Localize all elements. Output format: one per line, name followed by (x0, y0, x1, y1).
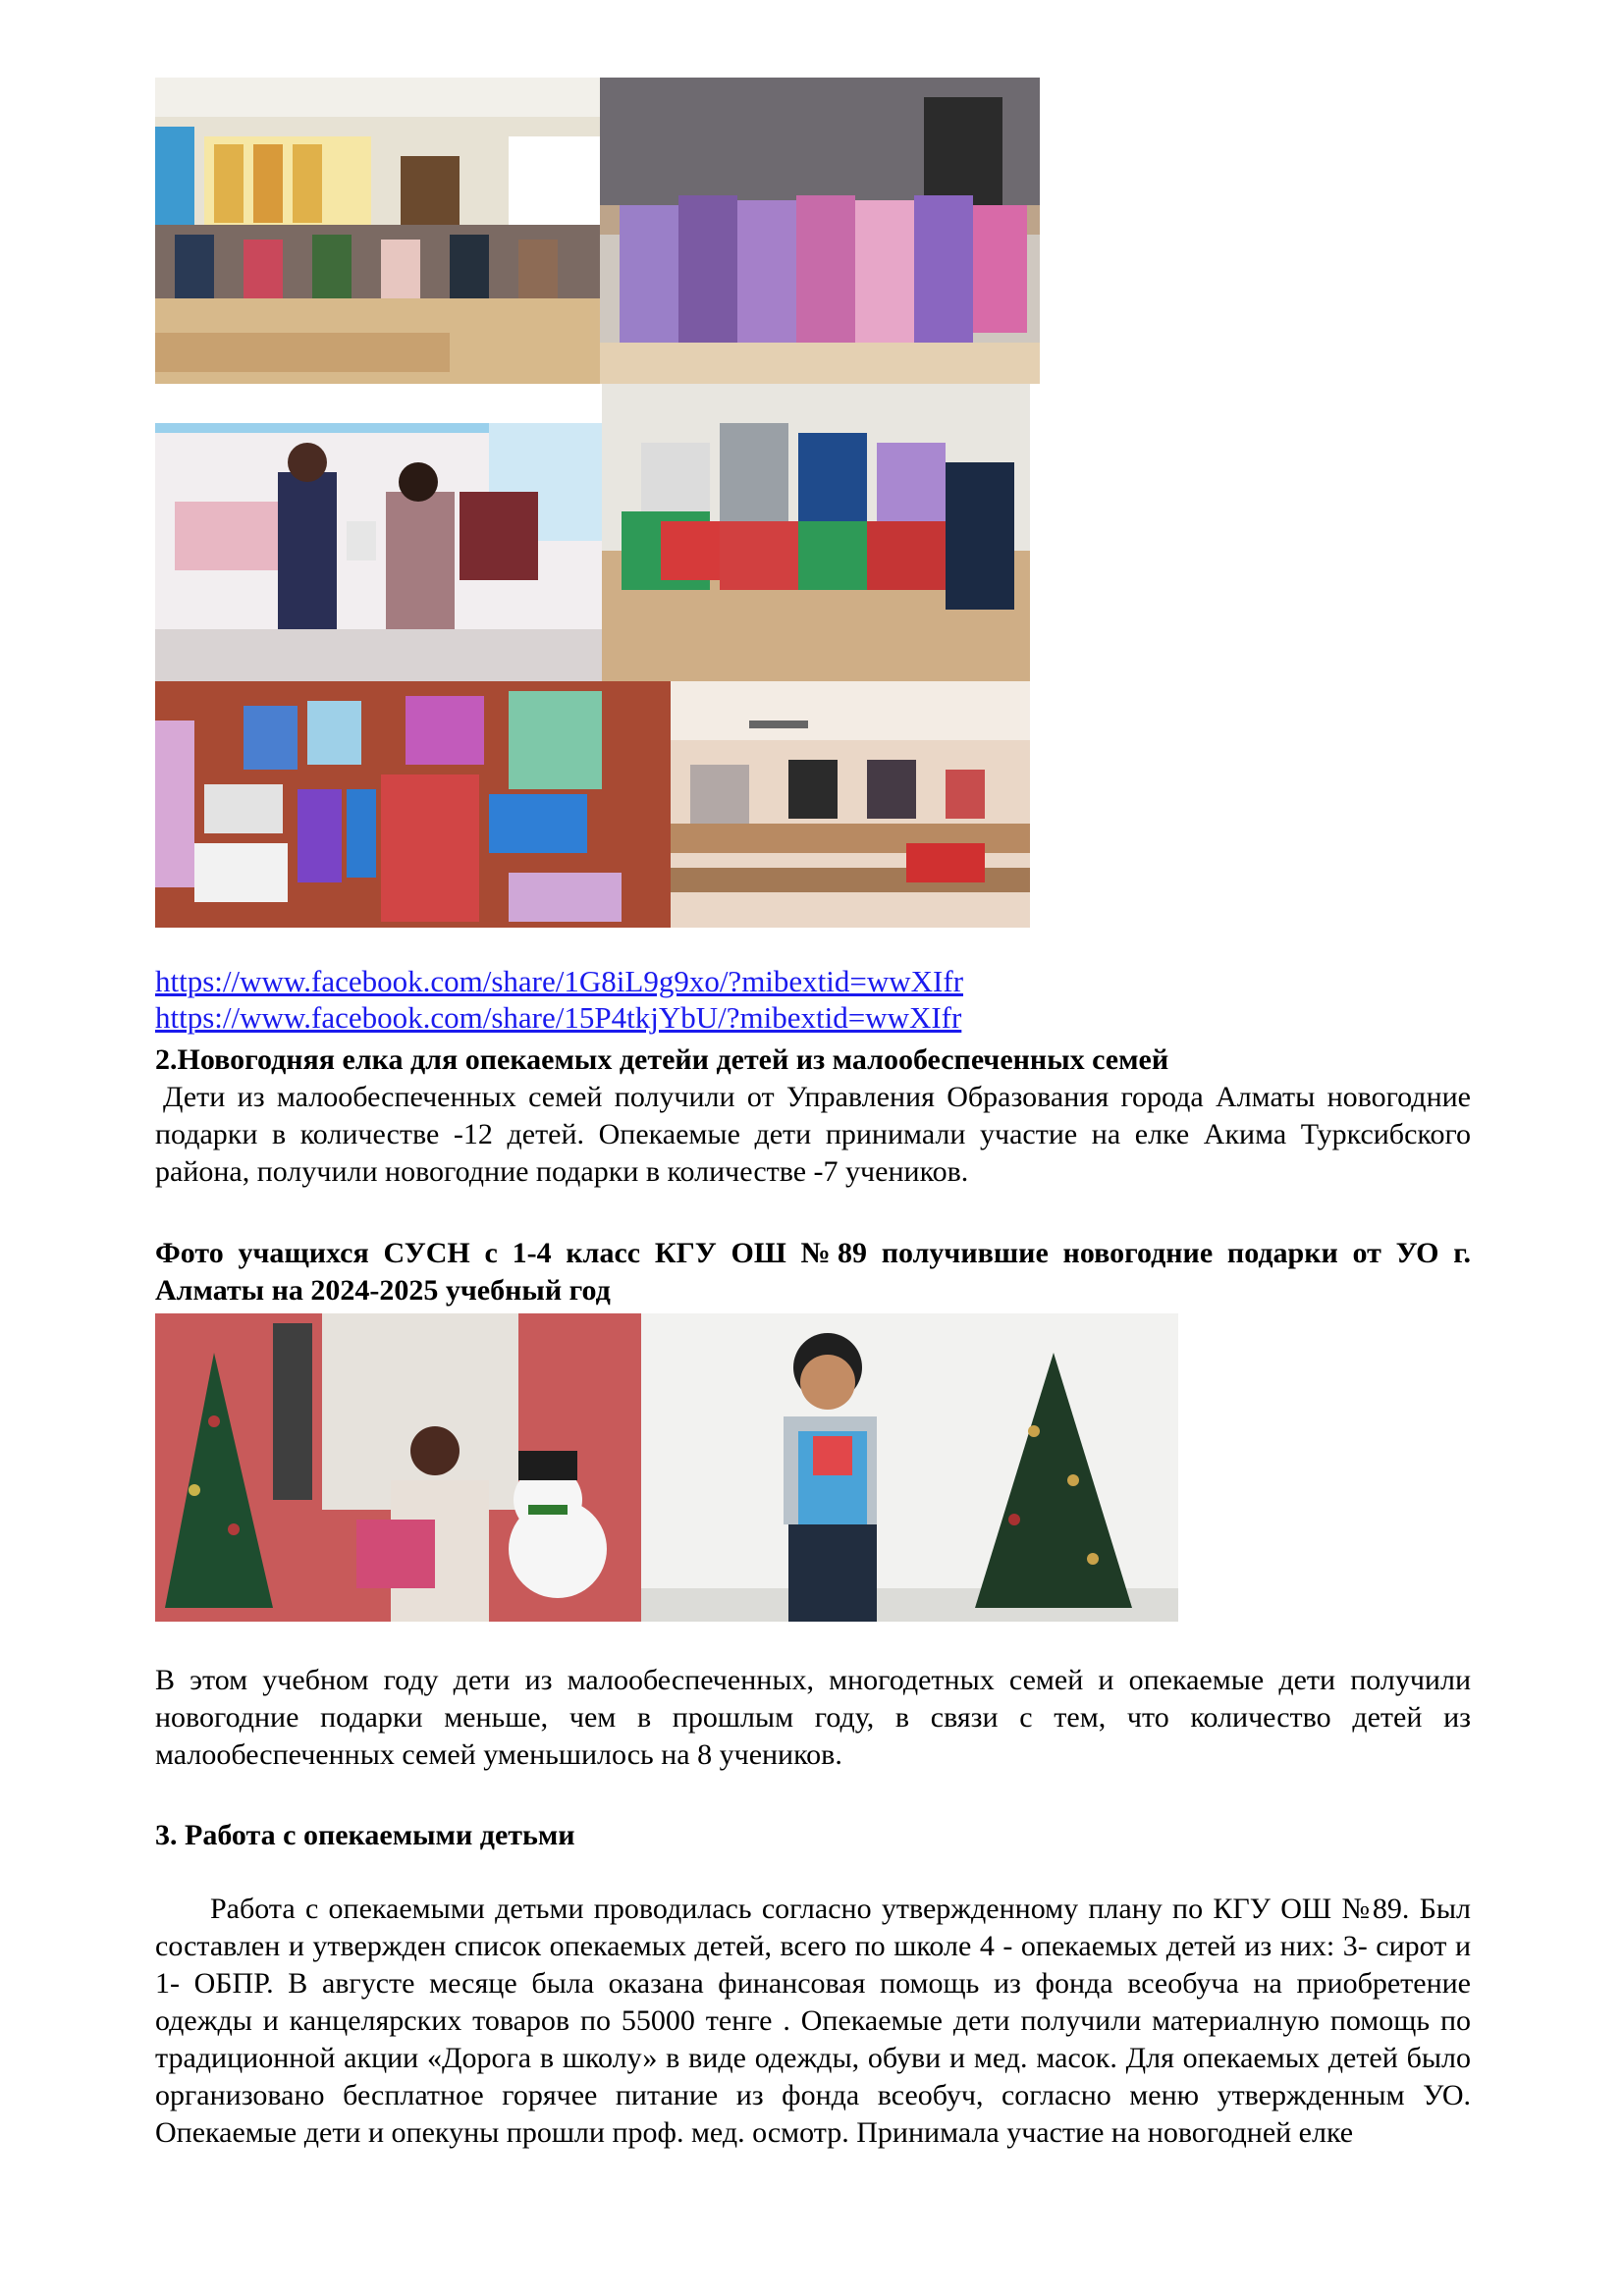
section-2 (155, 1041, 1471, 1191)
section-3-body (155, 1891, 1471, 2152)
gifts-paragraph (155, 1662, 1471, 1774)
photo-caption-text: Фото учащихся СУСН с 1-4 класс КГУ ОШ №89 получившие новогодние подарки от УО г. Алматы на 2024-2025 учебный год (155, 1237, 1471, 1307)
facebook-link-2[interactable]: https://www.facebook.com/share/15P4tkjYbU/?mibextid=wwXIfr (155, 1000, 962, 1035)
facebook-links (155, 963, 1471, 1036)
section-3 (155, 1817, 1471, 1854)
photo-boy-with-gift (641, 1313, 1178, 1622)
section-2-heading: 2.Новогодняя елка для опекаемых детейи детей из малообеспеченных семей (155, 1043, 1169, 1076)
photo-classroom (671, 681, 1030, 928)
facebook-link-1[interactable]: https://www.facebook.com/share/1G8iL9g9xo/?mibextid=wwXIfr (155, 964, 964, 998)
photo-backpacks-row (600, 78, 1040, 384)
photo-school-supplies (155, 681, 671, 928)
section-3-heading: 3. Работа с опекаемыми детьми (155, 1819, 575, 1851)
photo-girl-with-gift (155, 1313, 641, 1622)
photo-caption (155, 1235, 1471, 1309)
photo-backpacks-table (602, 384, 1030, 681)
section-2-text: Дети из малообеспеченных семей получили от Управления Образования города Алматы новогодние подарки в количестве -12 детей. Опекаемые дети принимали участие на елке Акима Турксибского района, получили новогодние подарки в количестве -7 учеников. (155, 1081, 1471, 1188)
photo-group-meeting (155, 78, 600, 384)
gifts-paragraph-text: В этом учебном году дети из малообеспеченных, многодетных семей и опекаемые дети получили новогодние подарки меньше, чем в прошлым году, в связи с тем, что количество детей из малообеспеченных семей уменьшилось на 8 учеников. (155, 1664, 1471, 1771)
photo-teacher-handover (155, 384, 602, 681)
section-3-text: Работа с опекаемыми детьми проводилась согласно утвержденному плану по КГУ ОШ №89. Был составлен и утвержден список опекаемых детей, всего по школе 4 - опекаемых детей из них: 3- сирот и 1- ОБПР. В августе месяце была оказана финансовая помощь из фонда всеобуча на приобретение одежды и канцелярских товаров по 55000 тенге . Опекаемые дети получили материалную помощь по традиционной акции «Дорога в школу» в виде одежды, обуви и мед. масок. Для опекаемых детей было организовано бесплатное горячее питание из фонда всеобуч, согласно меню утвержденным УО. Опекаемые дети и опекуны прошли проф. мед. осмотр. Принимала участие на новогодней елке (155, 1893, 1471, 2149)
